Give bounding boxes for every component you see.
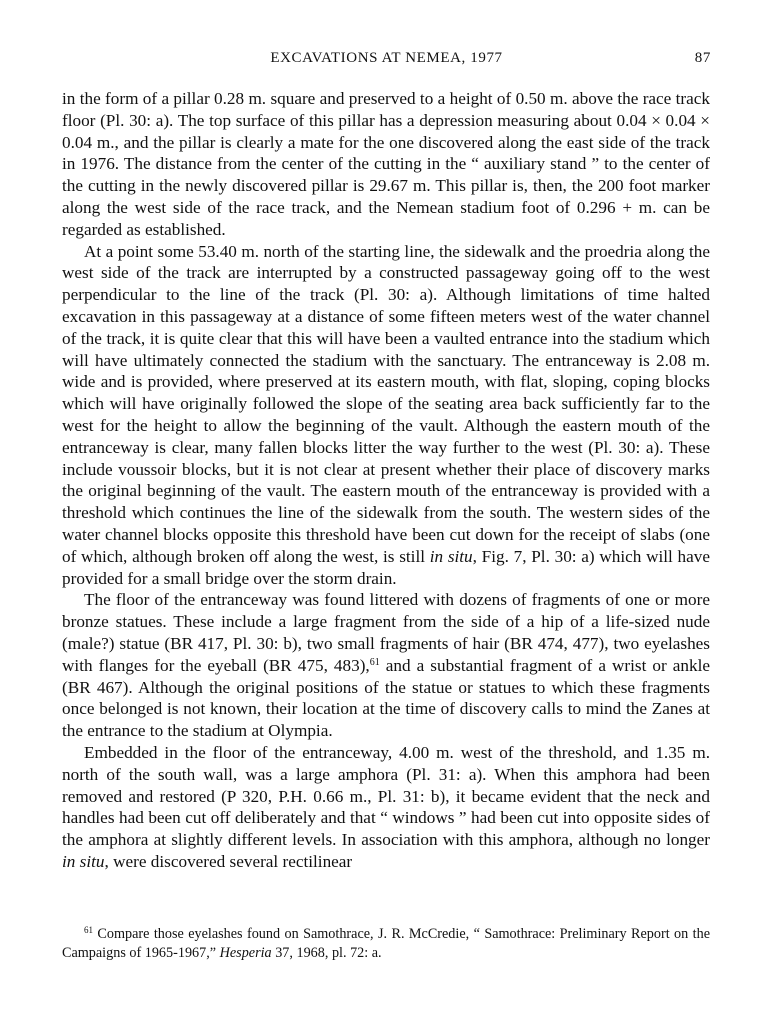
text-segment: At a point some 53.40 m. north of the starting line, the sidewalk and the proedria along the west side of the track are interrupted by a constructed passageway going off to the west perpendicular to the line of the track (Pl. 30: a). Although limitations of time halted excavation in this passageway at a distance of some fifteen meters west of the water channel of the track, it is quite clear that this will have been a vaulted entrance into the stadium which will have ultimately connected the stadium with the sanctuary. The entranceway is 2.08 m. wide and is provided, where preserved at its eastern mouth, with flat, sloping, coping blocks which will have originally followed the slope of the seating area back sufficiently far to the west for the height to allow the beginning of the vault. Although the eastern mouth of the entranceway is clear, many fallen blocks litter the way further to the west (Pl. 30: a). These include voussoir blocks, but it is not clear at present whether their place of discovery marks the original beginning of the vault. The eastern mouth of the entranceway is provided with a threshold which continues the line of the sidewalk from the south. The western sides of the water channel blocks opposite this threshold have been cut down for the receipt of slabs (one of which, although broken off along the west, is still [62,241,710,566]
paragraph [62,88,710,241]
running-header [62,50,711,72]
running-title: EXCAVATIONS AT NEMEA, 1977 [270,50,503,66]
footnotes [62,925,710,962]
page-number: 87 [694,50,711,66]
body-text [62,88,710,873]
text-segment: The floor of the entranceway was found littered with dozens of fragments of one or more bronze statues. These include a large fragment from the side of a hip of a life-sized nude (male?) statue (BR 417, Pl. 30: b), two small fragments of hair (BR 474, 477), two eyelashes with flanges for the eyeball (BR 475, 483), [62,590,710,675]
footnote-marker: 61 [84,925,93,935]
footnote-text: 37, 1968, pl. 72: a. [271,944,382,961]
text-segment: and a substantial fragment of a wrist or ankle (BR 467). Although the original positions of the statue or statues to which these fragments once belonged is not known, their location at the time of discovery calls to mind the Zanes at the entrance to the stadium at Olympia. [62,655,710,741]
italic-term: in situ [429,546,473,566]
paragraph [62,589,710,742]
text-segment: Embedded in the floor of the entranceway, 4.00 m. west of the threshold, and 1.35 m. north of the south wall, was a large amphora (Pl. 31: a). When this amphora had been removed and restored (P 320, P.H. 0.66 m., Pl. 31: b), it became evident that the neck and handles had been cut off deliberately and that “ windows ” had been cut into opposite sides of the amphora at slightly different levels. In association with this amphora, although no longer [62,742,710,850]
footnote-text: Compare those eyelashes found on Samothrace, J. R. McCredie, “ Samothrace: Preliminary Report on the Campaigns of 1965-1967,” [62,926,710,961]
journal-title: Hesperia [219,944,272,961]
italic-term: in situ [62,851,105,871]
footnote-reference[interactable]: 61 [369,656,380,668]
text-segment: , were discovered several rectilinear [104,851,353,871]
paragraph [62,742,710,873]
text-segment: in the form of a pillar 0.28 m. square and preserved to a height of 0.50 m. above the race track floor (Pl. 30: a). The top surface of this pillar has a depression measuring about 0.04 × 0.04 × 0.04 m., and the pillar is clearly a mate for the one discovered along the east side of the track in 1976. The distance from the center of the cutting in the “ auxiliary stand ” to the center of the cutting in the newly discovered pillar is 29.67 m. This pillar is, then, the 200 foot marker along the west side of the race track, and the Nemean stadium foot of 0.296 + m. can be regarded as established. [62,89,710,239]
footnote [62,925,710,962]
paragraph [62,241,710,590]
text-segment: , Fig. 7, Pl. 30: a) which will have provided for a small bridge over the storm drain. [62,546,711,588]
